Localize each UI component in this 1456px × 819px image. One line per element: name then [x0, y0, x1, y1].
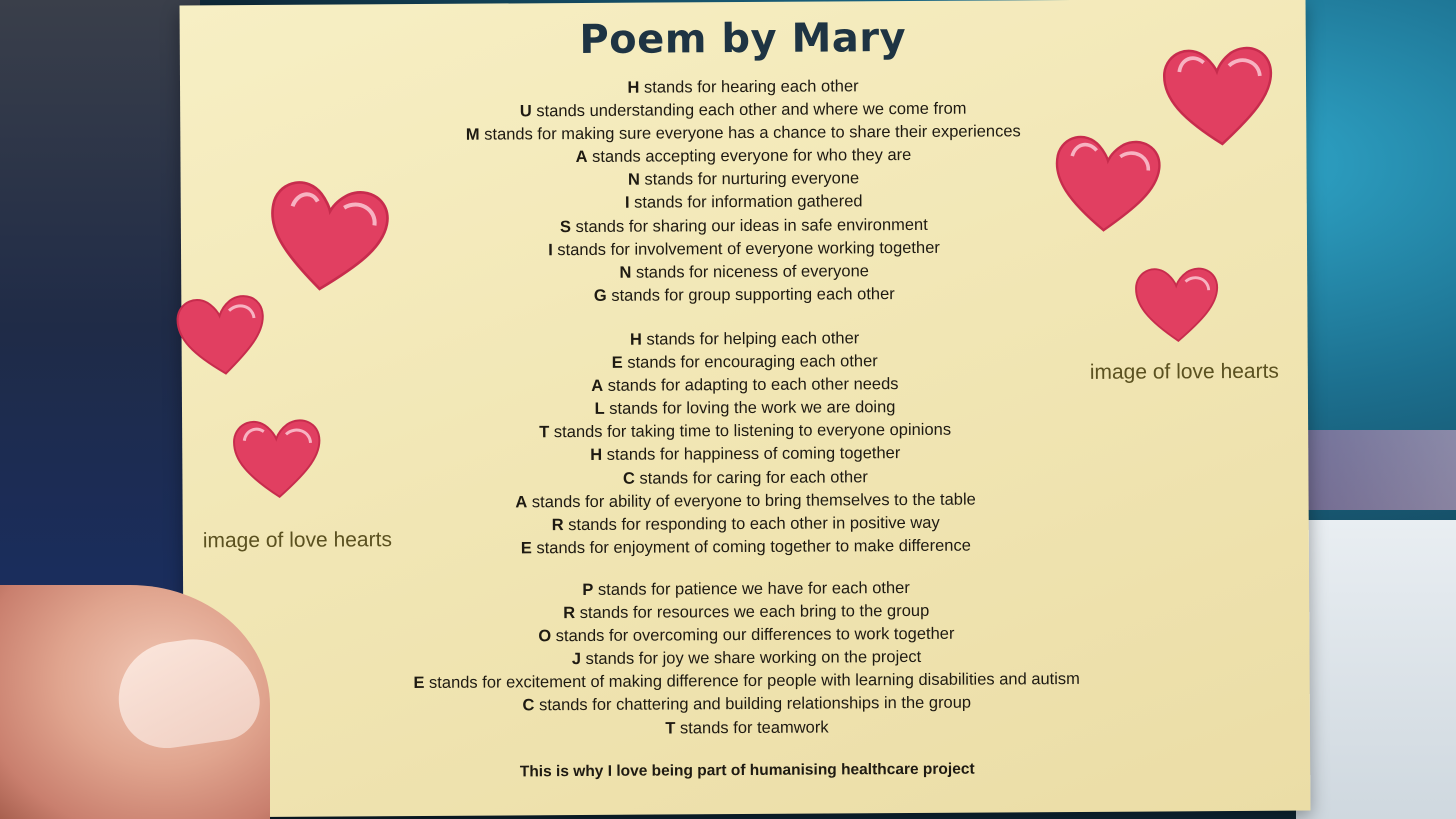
background-right-fabric [1306, 430, 1456, 510]
poem-line-letter: H [629, 330, 642, 349]
poem-line-letter: N [619, 263, 632, 282]
poem-line-letter: P [582, 580, 594, 599]
poem-line-text: stands for niceness of everyone [631, 261, 869, 282]
poem-line-text: stands for information gathered [629, 192, 863, 213]
poem-footer: This is why I love being part of humanising healthcare project [519, 760, 975, 781]
heart-icon [165, 266, 278, 401]
poem-line-text: stands for loving the work we are doing [604, 398, 896, 419]
caption-left: image of love hearts [202, 528, 392, 553]
poem-line-text: stands for overcoming our differences to work together [551, 624, 955, 646]
poem-line-letter: I [548, 240, 553, 259]
poem-line-text: stands for encouraging each other [622, 352, 878, 372]
poem-line-letter: U [519, 102, 532, 121]
poem-line-text: stands for caring for each other [634, 467, 868, 488]
poem-title: Poem by Mary [579, 15, 907, 64]
poem-line-text: stands for resources we each bring to the group [575, 601, 930, 623]
poem-line-text: stands for helping each other [641, 329, 860, 349]
poem-line-text: stands for responding to each other in positive way [563, 513, 940, 534]
poem-line-letter: E [611, 353, 623, 372]
poem-line-letter: N [627, 171, 641, 190]
poem-line-text: stands for chattering and building relationships in the group [534, 694, 972, 715]
poem-line-letter: J [571, 650, 582, 669]
poem-line-text: stands for happiness of coming together [602, 444, 901, 465]
poem-line-letter: C [622, 469, 635, 488]
poem-line-text: stands for ability of everyone to bring themselves to the table [527, 490, 976, 511]
background-right-table [1296, 520, 1456, 819]
caption-right: image of love hearts [1089, 359, 1279, 384]
poem-line-letter: E [520, 539, 532, 558]
poem-line-text: stands for involvement of everyone working together [552, 238, 940, 259]
heart-icon [1043, 116, 1171, 248]
poem-line-letter: R [551, 515, 564, 534]
poem-line-letter: E [413, 674, 425, 693]
poem-line-text: stands for patience we have for each other [593, 578, 910, 599]
poem-line-letter: M [465, 125, 480, 144]
poem-line-letter: L [594, 400, 605, 419]
heart-icon [224, 404, 330, 510]
poem-line-letter: G [593, 286, 607, 305]
poem-line-letter: H [627, 78, 640, 97]
poem-line-text: stands for making sure everyone has a chance to share their experiences [479, 122, 1021, 144]
poem-line-letter: T [665, 718, 676, 738]
poem-line-letter: A [515, 492, 528, 512]
poem-line-text: stands for group supporting each other [606, 284, 895, 305]
poem-line-text: stands for taking time to listening to everyone opinions [549, 421, 952, 442]
poem-line-letter: I [624, 194, 630, 213]
poem-line-letter: A [591, 377, 604, 396]
poem-card [180, 0, 1311, 817]
poem-line-text: stands for adapting to each other needs [603, 375, 899, 396]
poem-line-text: stands for joy we share working on the project [580, 648, 922, 669]
poem-line-text: stands accepting everyone for who they are [587, 146, 912, 167]
poem-line-text: stands for excitement of making difference for people with learning disabilities and autism [424, 670, 1080, 693]
poem-line-text: stands for enjoyment of coming together to make difference [531, 536, 971, 558]
poem-line-letter: R [563, 604, 576, 623]
poem-line-letter: O [538, 627, 552, 646]
heart-icon [1127, 253, 1226, 352]
poem-line-text: stands for hearing each other [639, 77, 859, 97]
heart-icon [1151, 25, 1286, 164]
poem-line-text: stands for nurturing everyone [639, 169, 860, 190]
poem-line-letter: S [559, 217, 572, 236]
poem-line-text: stands for sharing our ideas in safe environment [570, 215, 928, 236]
poem-line-letter: T [539, 423, 550, 442]
poem-line-text: stands understanding each other and where we come from [531, 99, 967, 121]
poem-line-letter: H [590, 446, 603, 465]
stanza-project [183, 575, 1310, 744]
poem-line-letter: A [575, 148, 588, 167]
poem-line-text: stands for teamwork [675, 718, 829, 737]
poem-line-letter: C [522, 696, 535, 715]
heart-icon [251, 162, 403, 314]
